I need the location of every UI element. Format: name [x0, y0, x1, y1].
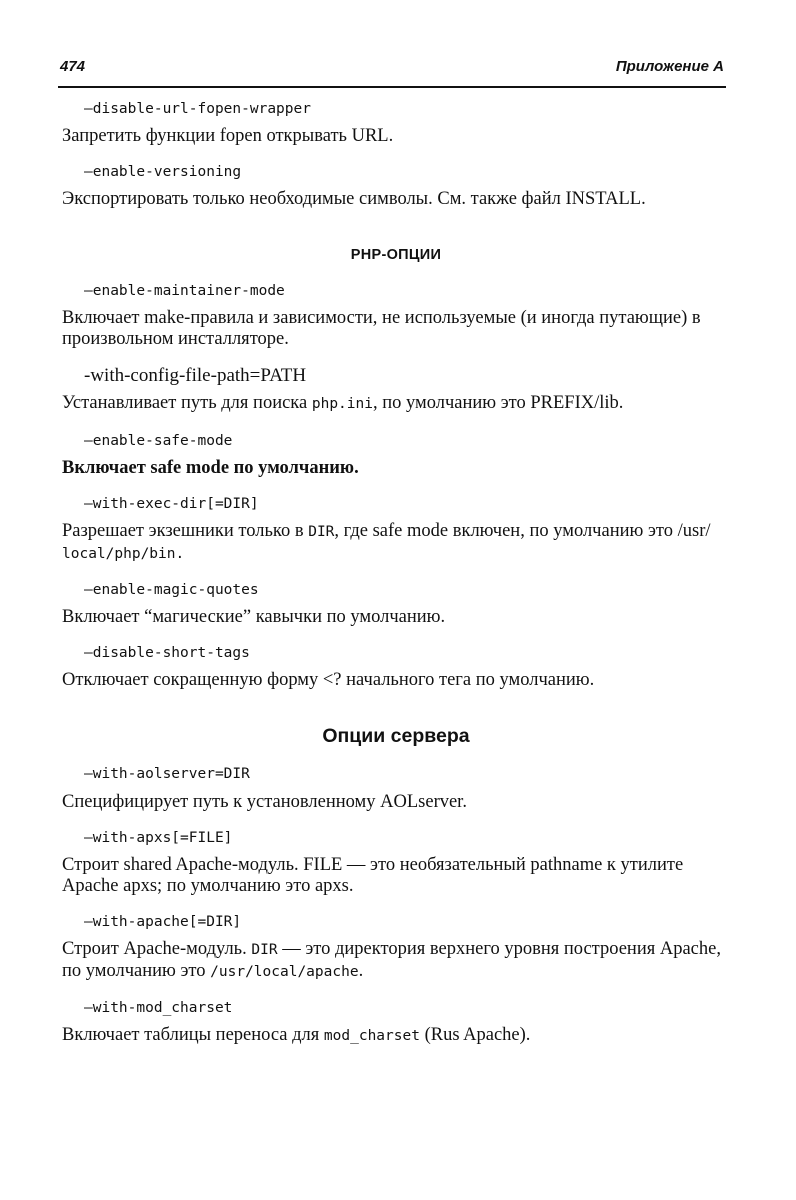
description-text: , где safe mode включен, по умолчанию это /usr/ [334, 521, 711, 541]
page-content [62, 96, 730, 1047]
section-heading-server: Опции сервера [322, 725, 470, 747]
code-module: mod_charset [323, 1028, 420, 1044]
code-filename: php.ini [311, 396, 373, 412]
header-rule [58, 86, 726, 88]
option-with-exec-dir: —with-exec-dir[=DIR] [84, 496, 259, 512]
description-disable-short-tags: Отключает сокращенную форму <? начального тега по умолчанию. [62, 670, 595, 690]
description-text: Включает таблицы переноса для [62, 1025, 324, 1045]
option-disable-short-tags: —disable-short-tags [84, 645, 250, 661]
page-number: 474 [60, 58, 86, 75]
option-with-mod-charset: —with-mod_charset [84, 1000, 233, 1016]
description-text: Устанавливает путь для поиска [62, 393, 312, 413]
description-enable-magic-quotes: Включает “магические” кавычки по умолчанию. [62, 607, 446, 627]
option-with-aolserver: —with-aolserver=DIR [84, 766, 250, 782]
description-with-apache [62, 939, 730, 983]
option-enable-magic-quotes: —enable-magic-quotes [84, 582, 259, 598]
section-heading-php: PHP-ОПЦИИ [350, 247, 442, 263]
code-dir: DIR [251, 942, 278, 958]
description-with-mod-charset [62, 1025, 730, 1047]
description-text: (Rus Apache). [419, 1025, 531, 1045]
code-path: /usr/local/apache [210, 964, 359, 980]
page-header [58, 58, 726, 90]
option-with-apxs: —with-apxs[=FILE] [84, 830, 233, 846]
description-text: , по умолчанию это PREFIX/lib. [372, 393, 624, 413]
code-path: local/php/bin. [62, 546, 185, 562]
description-text: . [358, 961, 364, 981]
option-disable-url-fopen-wrapper: —disable-url-fopen-wrapper [84, 101, 311, 117]
option-enable-versioning: —enable-versioning [84, 164, 242, 180]
running-title: Приложение А [615, 58, 724, 75]
code-dir: DIR [308, 524, 335, 540]
option-with-apache: —with-apache[=DIR] [84, 914, 242, 930]
description-with-config-file-path [62, 393, 730, 415]
option-with-config-file-path: -with-config-file-path=PATH [84, 365, 307, 386]
description-text: Строит Apache-модуль. [62, 939, 252, 959]
description-with-exec-dir [62, 521, 730, 565]
option-enable-safe-mode: —enable-safe-mode [84, 433, 233, 449]
description-with-apxs: Строит shared Apache-модуль. FILE — это необязательный pathname к утилите Apache apxs; по умолчанию это apxs. [62, 855, 684, 896]
description-enable-maintainer-mode: Включает make-правила и зависимости, не используемые (и иногда путающие) в произвольном инсталляторе. [62, 308, 701, 349]
description-enable-versioning: Экспортировать только необходимые символы. См. также файл INSTALL. [62, 189, 646, 209]
description-enable-safe-mode: Включает safe mode по умолчанию. [62, 458, 359, 478]
description-text: Разрешает экзешники только в [62, 521, 309, 541]
option-enable-maintainer-mode: —enable-maintainer-mode [84, 283, 285, 299]
description-disable-url-fopen-wrapper: Запретить функции fopen открывать URL. [62, 126, 394, 146]
description-text: — это директория верхнего уровня построения Apache, по умолчанию это [62, 939, 721, 981]
description-with-aolserver: Специфицирует путь к установленному AOLserver. [62, 792, 467, 812]
